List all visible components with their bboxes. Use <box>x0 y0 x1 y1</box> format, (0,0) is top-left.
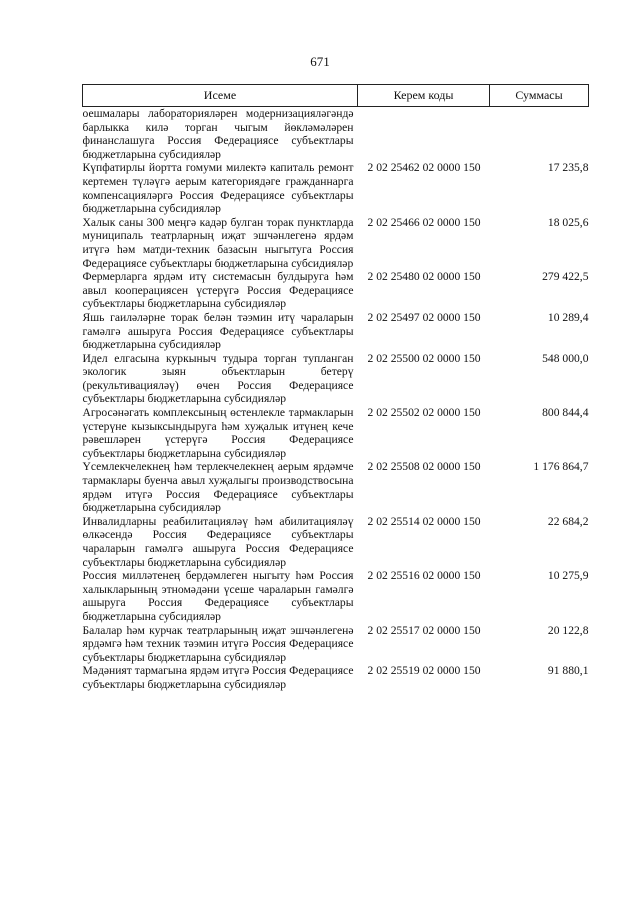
table-row <box>83 664 589 691</box>
row-name: Россия милләтенең бердәмлеген ныгыту һәм Россия халыкларының этномәдәни үсеше чараларын гамәлгә ашыруга Россия Федерациясе субъектлары бюджетларына субсидияләр <box>82 569 354 623</box>
row-code: 2 02 25480 02 0000 150 <box>367 270 481 284</box>
row-sum: 20 122,8 <box>547 623 589 637</box>
continuation-row <box>83 107 589 162</box>
row-name: Инвалидларны реабилитацияләү һәм абилитацияләү өлкәсендә Россия Федерациясе субъектлары чараларын гамәлгә ашыруга Россия Федерациясе субъектлары бюджетларына субсидияләр <box>82 514 354 569</box>
row-code: 2 02 25462 02 0000 150 <box>367 161 481 175</box>
row-sum: 10 289,4 <box>547 310 589 324</box>
row-code: 2 02 25500 02 0000 150 <box>367 351 481 365</box>
table-header-row <box>83 85 589 107</box>
row-sum: 17 235,8 <box>547 161 589 175</box>
row-code: 2 02 25517 02 0000 150 <box>367 623 481 637</box>
row-name: Үсемлекчелекнең һәм терлекчелекнең аерым ярдәмче тармаклары буенча авыл хуҗалыгы производствосына ярдәм итүгә Россия Федерациясе субъектлары бюджетларына субсидияләр <box>82 460 354 515</box>
row-name: Фермерларга ярдәм итү системасын булдыруга һәм авыл кооперациясен үстерүгә Россия Федерациясе субъектлары бюджетларына субсидияләр <box>82 270 354 311</box>
row-sum: 18 025,6 <box>547 215 589 229</box>
row-sum: 548 000,0 <box>542 351 589 365</box>
table-row <box>83 569 589 623</box>
row-name: Балалар һәм курчак театрларының иҗат эшчәнлегенә ярдәмгә һәм техник тәэмин итүгә Россия Федерациясе субъектлары бюджетларына субсидияләр <box>82 623 354 664</box>
header-sum: Суммасы <box>490 85 589 107</box>
row-code: 2 02 25502 02 0000 150 <box>367 406 481 420</box>
row-name: Яшь гаиләләрне торак белән тәэмин итү чараларын гамәлгә ашыруга Россия Федерациясе субъектлары бюджетларына субсидияләр <box>82 310 354 352</box>
table-row <box>83 460 589 514</box>
table-row <box>83 406 589 460</box>
header-code: Керем коды <box>358 85 490 107</box>
row-sum: 91 880,1 <box>547 664 589 678</box>
row-name: Күпфатирлы йортта гомуми милектә капиталь ремонт кертемен түләүгә аерым категориядәге гражданнарга компенсацияләргә Россия Федерациясе субъектлары бюджетларына субсидияләр <box>82 161 354 216</box>
row-code: 2 02 25466 02 0000 150 <box>367 215 481 229</box>
page-number: 671 <box>310 54 330 69</box>
continuation-text: оешмалары лабораторияләрен модернизацияләгәндә барлыкка килә торган чыгым йөкләмәләрен финанслашуга Россия Федерациясе субъектлары бюджетларына субсидияләр <box>82 107 354 161</box>
row-name: Агросәнәгать комплексының өстенлекле тармакларын үстерүне кызыксындыруга һәм хуҗалык итүнең кече рәвешләрен үстерүгә Россия Федерациясе субъектлары бюджетларына субсидияләр <box>82 406 354 460</box>
table-row <box>83 161 589 215</box>
row-sum: 22 684,2 <box>547 514 589 528</box>
row-code: 2 02 25516 02 0000 150 <box>367 569 481 583</box>
table-row <box>83 311 589 352</box>
table-row <box>83 352 589 406</box>
row-sum: 800 844,4 <box>542 406 589 420</box>
row-name: Халык саны 300 меңгә кадәр булган торак пунктларда муниципаль театрларның иҗат эшчәнлегенә ярдәм итүгә һәм матди-техник базасын ныгытуга Россия Федерациясе субъектлары бюджетларына субсидияләр <box>82 215 354 270</box>
row-name: Идел елгасына куркыныч тудыра торган тупланган экологик зыян объектларын бетерү (рекультивацияләү) өчен Россия Федерациясе субъектлары бюджетларына субсидияләр <box>82 351 354 406</box>
table-row <box>83 270 589 311</box>
budget-table <box>82 84 589 692</box>
header-name: Исеме <box>83 85 358 107</box>
row-code: 2 02 25514 02 0000 150 <box>367 514 481 528</box>
row-name: Мәдәният тармагына ярдәм итүгә Россия Федерациясе субъектлары бюджетларына субсидияләр <box>82 664 354 691</box>
table-row <box>83 515 589 569</box>
row-sum: 1 176 864,7 <box>533 460 589 474</box>
row-code: 2 02 25497 02 0000 150 <box>367 310 481 324</box>
table-row <box>83 216 589 270</box>
table-row <box>83 624 589 665</box>
row-code: 2 02 25519 02 0000 150 <box>367 664 481 678</box>
row-sum: 279 422,5 <box>542 270 589 284</box>
row-sum: 10 275,9 <box>547 569 589 583</box>
row-code: 2 02 25508 02 0000 150 <box>367 460 481 474</box>
